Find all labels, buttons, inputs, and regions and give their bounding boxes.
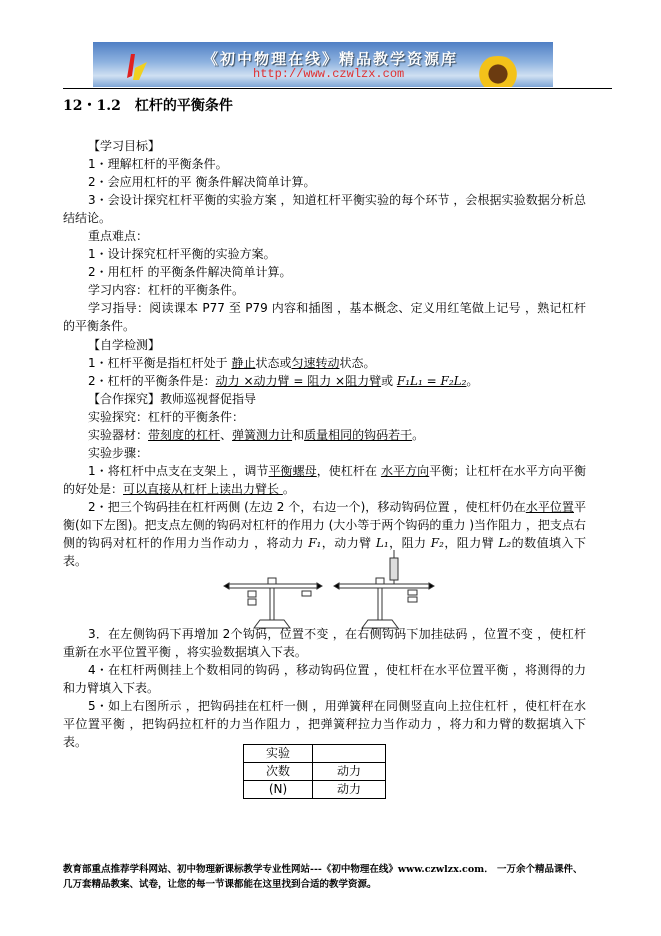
text: ，使杠杆在 — [316, 464, 381, 478]
text: 状态或 — [255, 356, 292, 370]
goals-header: 【学习目标】 — [88, 139, 161, 153]
symbol: L₁ — [375, 536, 389, 550]
text: 状态。 — [339, 356, 376, 370]
text: 1・将杠杆中点支在支架上 ，调节 — [88, 464, 269, 478]
symbol: F₁ — [308, 536, 322, 550]
text: 平衡(如下左图)。把支点左侧的钩码对杠杆的作用力 (大小等于两个钩码的重力 )当作阻力 ，把支点右侧的钩码对杠杆的作用力当作动力 ，将动力 — [63, 500, 586, 550]
key-point-item: 1・设计探究杠杆平衡的实验方案。 — [88, 247, 276, 261]
self-check-q1 — [63, 354, 586, 372]
key-point-item: 2・用杠杆 的平衡条件解决简单计算。 — [88, 265, 292, 279]
answer: 可以直接从杠杆上读出力臂长 — [123, 482, 283, 496]
goal-item: 3・会设计探究杠杆平衡的实验方案 ，知道杠杆平衡实验的每个环节 ，会根据实验数据分析总结结论。 — [63, 193, 586, 225]
self-check-header: 【自学检测】 — [88, 338, 161, 352]
goal-item: 2・会应用杠杆的平 衡条件解决简单计算。 — [88, 175, 316, 189]
answer: 平衡螺母 — [268, 464, 317, 478]
table-row — [244, 745, 386, 763]
goal-item: 1・理解杠杆的平衡条件。 — [88, 157, 228, 171]
banner-url[interactable]: http://www.czwlzx.com — [253, 67, 405, 81]
text: 1・杠杆平衡是指杠杆处于 — [88, 356, 232, 370]
lever-left — [224, 578, 322, 628]
section-title: 杠杆的平衡条件 — [134, 98, 233, 114]
key-points-header: 重点难点： — [88, 229, 149, 243]
text: 。 — [412, 428, 425, 442]
answer: 匀速转动 — [291, 356, 340, 370]
text: 或 — [381, 374, 397, 388]
table-cell: (N) — [244, 781, 313, 799]
label: 实验器材： — [88, 428, 149, 442]
step-4: 4・在杠杆两侧挂上个数相同的钩码 ，移动钩码位置 ，使杠杆在水平位置平衡 ，将测得的力和力臂填入下表。 — [63, 663, 586, 695]
table-row — [244, 763, 386, 781]
footer-line: 教育部重点推荐学科网站、初中物理新课标教学专业性网站---《初中物理在线》www.czwlzx.com． 一万余个精品课件、 — [63, 864, 583, 875]
header: 【合作探究】 — [88, 392, 161, 406]
lever-right — [334, 550, 434, 628]
section-number: 12・1.2 — [63, 98, 121, 114]
text: 、 — [220, 428, 233, 442]
answer: 质量相同的钩码若干 — [304, 428, 413, 442]
header-divider — [63, 88, 612, 89]
logo-icon — [123, 52, 149, 82]
text: 2・杠杆的平衡条件是： — [88, 374, 216, 388]
sunflower-image — [473, 56, 523, 87]
document-body — [63, 137, 586, 570]
answer: 水平位置 — [525, 500, 574, 514]
step-1 — [63, 462, 586, 498]
step-3: 3．在左侧钩码下再增加 2个钩码，位置不变 ，在右侧钩码下加挂砝码 ，位置不变 ，使杠杆重新在水平位置平衡 ，将实验数据填入下表。 — [63, 627, 586, 659]
table-cell: 实验 — [244, 745, 313, 763]
document-body-continued — [63, 625, 586, 751]
answer: 水平方向 — [380, 464, 430, 478]
lever-diagram — [222, 550, 437, 630]
cooperate-header — [63, 390, 586, 408]
data-table — [243, 744, 386, 799]
text: 的数值填入下表。 — [63, 536, 586, 568]
answer: 动力 ×动力臂 = 阻力 ×阻力臂 — [215, 374, 382, 388]
content-line: 学习内容：杠杆的平衡条件。 — [88, 283, 245, 297]
answer: 带刻度的杠杆 — [148, 428, 221, 442]
symbol: F₂ — [430, 536, 444, 550]
self-check-q2 — [63, 372, 586, 390]
answer: 静止 — [231, 356, 256, 370]
steps-label: 实验步骤： — [88, 446, 149, 460]
explore-line: 实验探究：杠杆的平衡条件： — [88, 410, 245, 424]
banner-title: 《初中物理在线》精品教学资源库 — [203, 50, 459, 68]
text: ，阻力 — [388, 536, 431, 550]
text: 和 — [292, 428, 305, 442]
page-title — [63, 95, 247, 115]
text: 。 — [466, 374, 479, 388]
equipment-line — [63, 426, 586, 444]
answer: 弹簧测力计 — [232, 428, 293, 442]
text: 。 — [282, 482, 295, 496]
guide-line: 学习指导：阅读课本 P77 至 P79 内容和插图 ，基本概念、定义用红笔做上记号 ，熟记杠杆的平衡条件。 — [63, 301, 586, 333]
page-footer — [63, 862, 623, 892]
text: 2・把三个钩码挂在杠杆两侧 (左边 2 个，右边一个)，移动钩码位置 ，使杠杆仍在 — [88, 500, 526, 514]
table-row — [244, 781, 386, 799]
text: 教师巡视督促指导 — [160, 392, 257, 406]
symbol: L₂ — [498, 536, 512, 550]
table-cell: 动力 — [313, 763, 386, 781]
text: 平衡；让杠杆在水平方向平衡的好处是： — [63, 464, 586, 496]
text: ，动力臂 — [321, 536, 376, 550]
table-cell: 次数 — [244, 763, 313, 781]
text: ，阻力臂 — [443, 536, 499, 550]
step-5: 5・如上右图所示 ，把钩码挂在杠杆一侧 ，用弹簧秤在同侧竖直向上拉住杠杆 ，使杠杆在水平位置平衡 ，把钩码拉杠杆的力当作阻力 ，把弹簧秤拉力当作动力 ，将力和力臂的数据填入下表。 — [63, 699, 586, 749]
formula: F₁L₁ = F₂L₂ — [396, 374, 467, 388]
footer-line: 几万套精品教案、试卷，让您的每一节课都能在这里找到合适的教学资源。 — [63, 879, 377, 890]
table-cell: 动力 — [313, 781, 386, 799]
table-cell — [313, 745, 386, 763]
header-banner — [93, 42, 553, 87]
